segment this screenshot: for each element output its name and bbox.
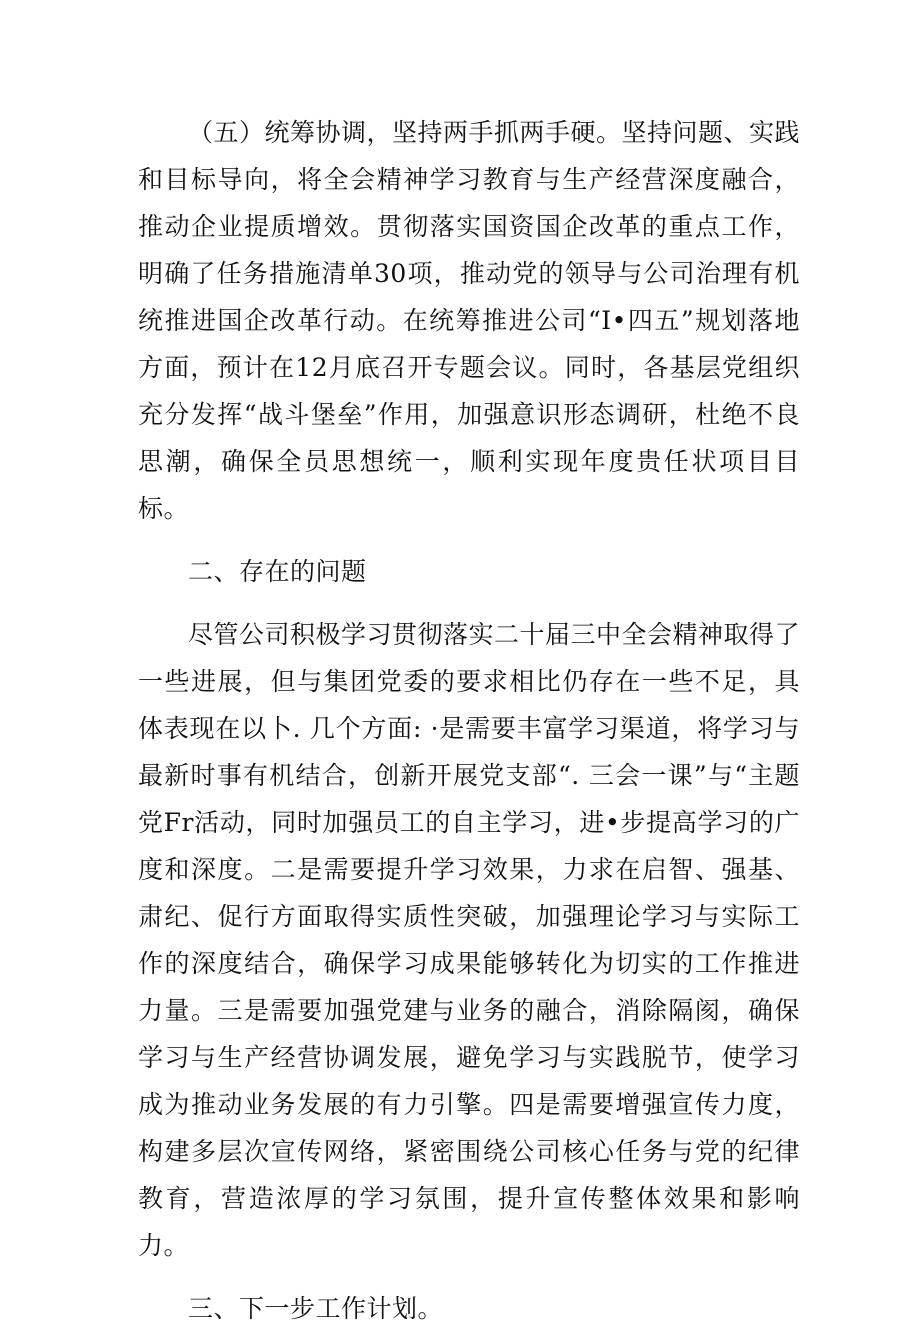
paragraph-problems: 尽管公司积极学习贯彻落实二十届三中全会精神取得了一些进展，但与集团党委的要求相比仍存在一些不足，具体表现在以卜. 几个方面: ·是需要丰富学习渠道，将学习与最新时事有机结合，创新开展党支部“. 三会一课”与“主题党Fr活动，同时加强员工的自主学习，进•步提高学习的广度和深度。二是需要提升学习效果，力求在启智、强基、肃纪、促行方面取得实质性突破，加强理论学习与实际工作的深度结合，确保学习成果能够转化为切实的工作推进力量。三是需要加强党建与业务的融合，消除隔阂，确保学习与生产经营协调发展，避免学习与实践脱节，使学习成为推动业务发展的有力引擎。四是需要增强宣传力度，构建多层次宣传网络，紧密围绕公司核心任务与党的纪律教育，营造浓厚的学习氛围，提升宣传整体效果和影响力。 xyxy=(138,620,801,1260)
section-heading-next-plan: 三、下一步工作计划。 xyxy=(188,1294,444,1323)
paragraph-coordination: （五）统筹协调，坚持两手抓两手硬。坚持问题、实践和目标导向，将全会精神学习教育与生产经营深度融合，推动企业提质增效。贯彻落实国资国企改革的重点工作，明确了任务措施清单30项，推动党的领导与公司治理有机统推进国企改革行动。在统筹推进公司“I•四五”规划落地方面，预计在12月底召开专题会议。同时，各基层党组织充分发挥“战斗堡垒”作用，加强意识形态调研，杜绝不良思潮，确保全员思想统一，顺利实现年度贵任状项目目标。 xyxy=(138,118,801,523)
document-body xyxy=(138,109,800,1332)
section-heading-problems: 二、存在的问题 xyxy=(188,557,367,586)
